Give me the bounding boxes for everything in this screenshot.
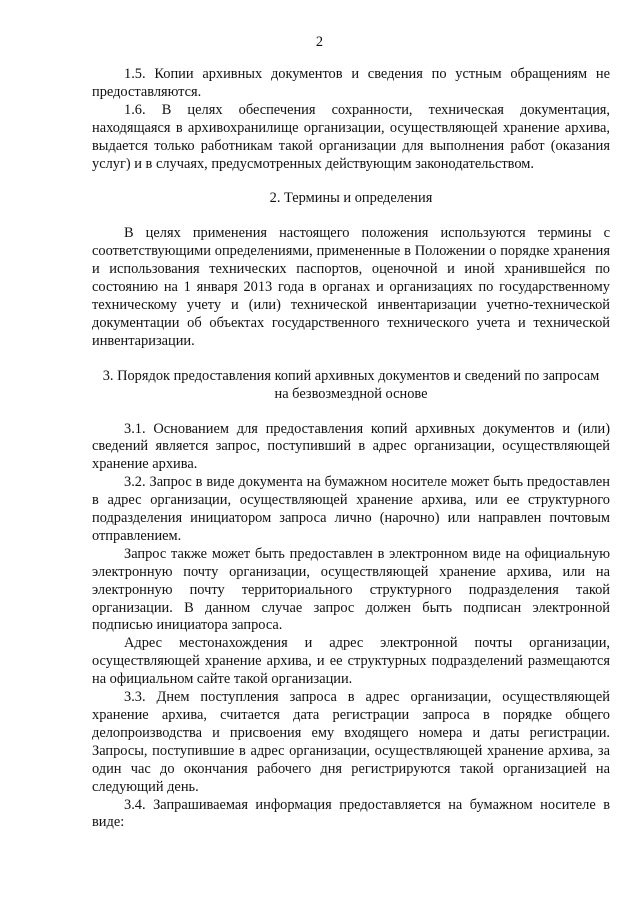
paragraph-1-5: 1.5. Копии архивных документов и сведения по устным обращениям не предоставляются. xyxy=(92,66,610,100)
section-heading-terms: 2. Термины и определения xyxy=(269,190,433,207)
document-body xyxy=(92,66,610,832)
paragraph-electronic-request: Запрос также может быть предоставлен в электронном виде на официальную электронную почту организации, осуществляющей хранение архива, или на электронную почту территориального структурного подразделения такой организации. В данном случае запрос должен быть подписан электронной подписью инициатора запроса. xyxy=(92,545,610,634)
section-heading-procedure: 3. Порядок предоставления копий архивных документов и сведений по запросам на безвозмездной основе xyxy=(102,367,600,402)
paragraph-address: Адрес местонахождения и адрес электронной почты организации, осуществляющей хранение архива, и ее структурных подразделений размещаются на официальном сайте такой организации. xyxy=(92,635,610,688)
page-number: 2 xyxy=(315,34,324,50)
paragraph-terms: В целях применения настоящего положения используются термины с соответствующими определениями, примененные в Положении о порядке хранения и использования технических паспортов, оценочной и иной хранившейся по состоянию на 1 января 2013 года в органах и организациях по государственному техническому учету и (или) технической инвентаризации учетно-технической документации об объектах государственного технического учета и технической инвентаризации. xyxy=(92,225,610,349)
paragraph-3-1: 3.1. Основанием для предоставления копий архивных документов и (или) сведений является запрос, поступивший в адрес организации, осуществляющей хранение архива. xyxy=(92,420,610,473)
paragraph-3-4: 3.4. Запрашиваемая информация предоставляется на бумажном носителе в виде: xyxy=(92,796,610,831)
paragraph-3-3: 3.3. Днем поступления запроса в адрес организации, осуществляющей хранение архива, считается дата регистрации запроса в порядке общего делопроизводства и присвоения ему входящего номера и даты регистрации. Запросы, поступившие в адрес организации, осуществляющей хранение архива, за один час до окончания рабочего дня регистрируются такой организацией на следующий день. xyxy=(92,689,610,795)
paragraph-1-6: 1.6. В целях обеспечения сохранности, техническая документация, находящаяся в архивохранилище организации, осуществляющей хранение архива, выдается только работникам такой организации для выполнения работ (оказания услуг) и в случаях, предусмотренных действующим законодательством. xyxy=(92,101,610,172)
paragraph-3-2: 3.2. Запрос в виде документа на бумажном носителе может быть предоставлен в адрес организации, осуществляющей хранение архива, или ее структурного подразделения инициатором запроса лично (нарочно) или направлен почтовым отправлением. xyxy=(92,474,610,544)
